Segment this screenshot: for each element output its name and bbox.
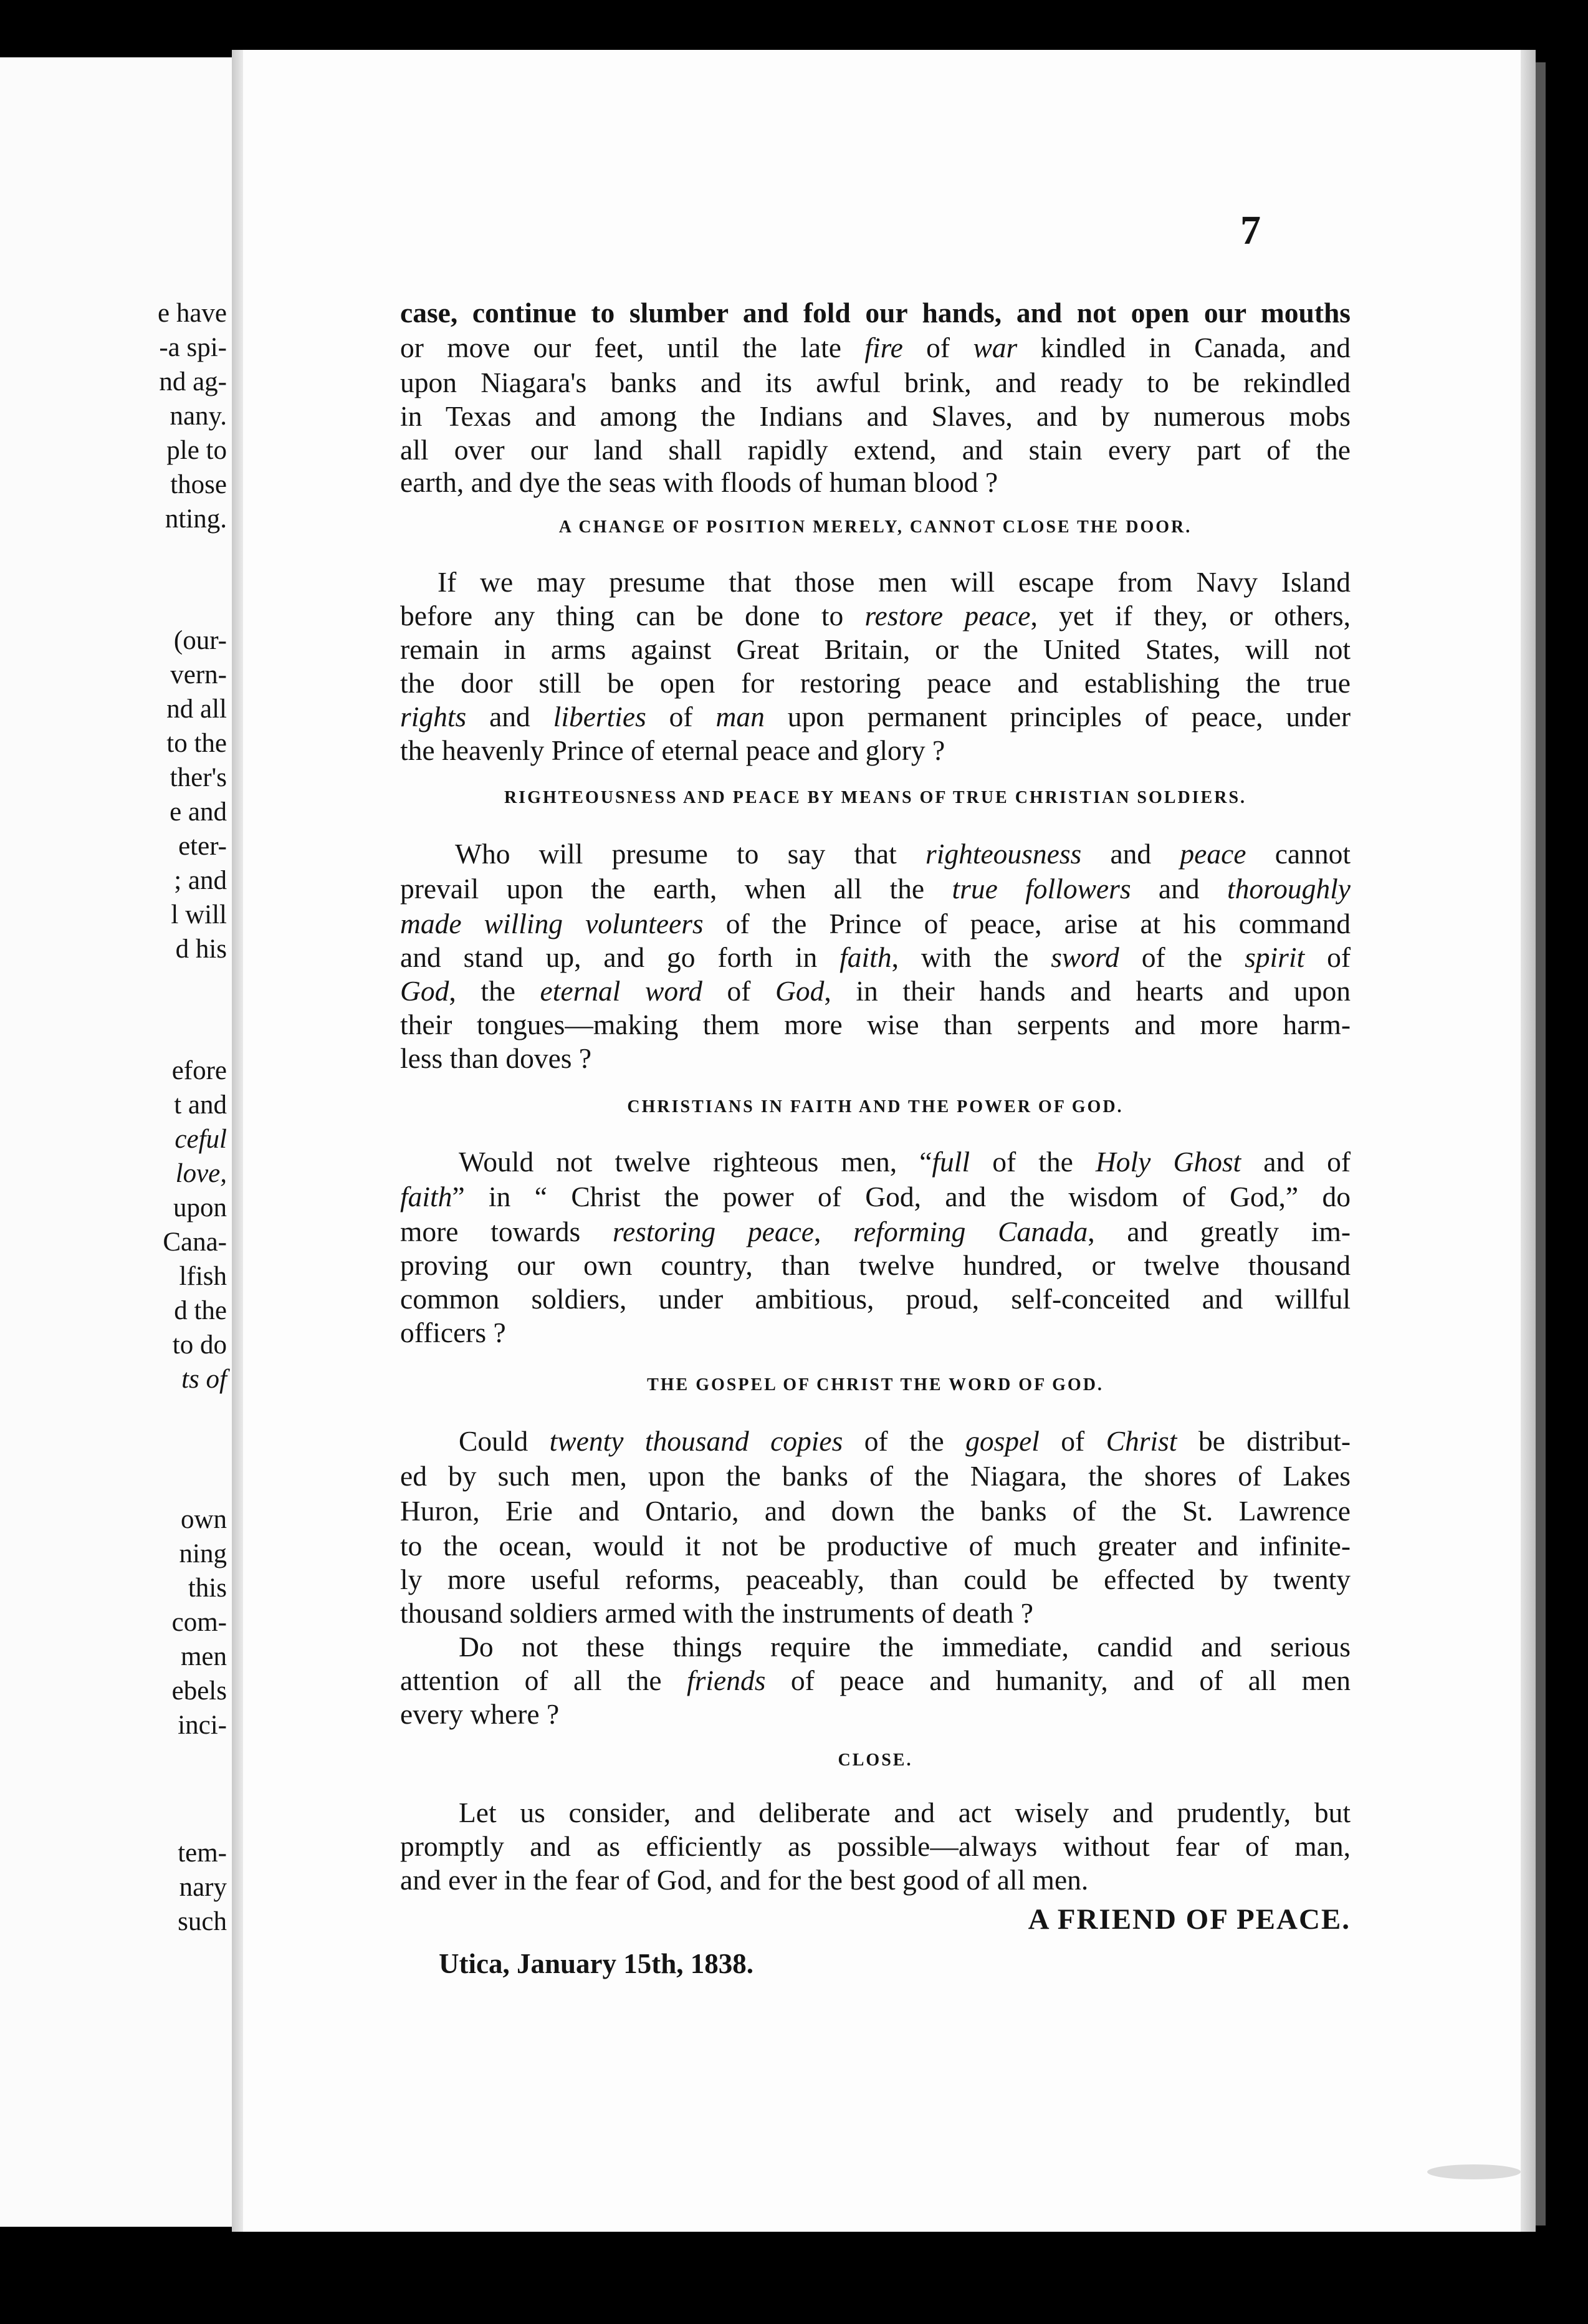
text-line: officers ? [400, 1317, 506, 1348]
facing-page-fragment: such [178, 1907, 227, 1936]
text-line: Would not twelve righteous men, “full of the Holy Ghost and of [459, 1146, 1351, 1178]
facing-page-fragment: d the [174, 1296, 227, 1325]
facing-page-fragment: tem- [178, 1838, 227, 1868]
text-line: earth, and dye the seas with floods of human blood ? [400, 466, 998, 498]
text-line: made willing volunteers of the Prince of peace, arise at his command [400, 908, 1351, 939]
facing-page-fragment: nting. [165, 504, 227, 534]
facing-page-fragment: ple to [166, 436, 227, 465]
facing-page-fragment: ning [179, 1539, 227, 1568]
facing-page-fragment: l will [171, 900, 227, 929]
text-line: ly more useful reforms, peaceably, than could be effected by twenty [400, 1563, 1351, 1595]
page-shadow [1536, 62, 1546, 2226]
text-line: in Texas and among the Indians and Slaves, and by numerous mobs [400, 400, 1351, 432]
text-line: proving our own country, than twelve hundred, or twelve thousand [400, 1249, 1351, 1281]
text-line: Do not these things require the immediate, candid and serious [459, 1631, 1351, 1663]
facing-page-fragment: nary [179, 1873, 227, 1902]
page-number: 7 [1240, 208, 1261, 253]
facing-page-fragment: upon [173, 1193, 227, 1222]
facing-page-fragment: e have [157, 299, 227, 328]
section-heading: CLOSE. [838, 1750, 913, 1770]
text-line: the heavenly Prince of eternal peace and glory ? [400, 734, 945, 766]
section-heading: RIGHTEOUSNESS AND PEACE BY MEANS OF TRUE CHRISTIAN SOLDIERS. [504, 788, 1247, 807]
text-line: to the ocean, would it not be productive of much greater and infinite- [400, 1530, 1351, 1562]
text-line: If we may presume that those men will escape from Navy Island [438, 566, 1351, 598]
section-heading: CHRISTIANS IN FAITH AND THE POWER OF GOD. [627, 1097, 1124, 1116]
text-line: promptly and as efficiently as possible—always without fear of man, [400, 1830, 1351, 1862]
text-line: before any thing can be done to restore peace, yet if they, or others, [400, 600, 1351, 631]
text-line: attention of all the friends of peace and humanity, and of all men [400, 1664, 1351, 1696]
text-line: common soldiers, under ambitious, proud, self-conceited and willful [400, 1283, 1351, 1315]
facing-page-fragment: ; and [174, 866, 227, 895]
text-line: and ever in the fear of God, and for the best good of all men. [400, 1864, 1089, 1896]
facing-page-fragment: nd all [166, 694, 227, 724]
text-line: upon Niagara's banks and its awful brink, and ready to be rekindled [400, 367, 1351, 398]
page-edge [1521, 50, 1536, 2232]
section-heading: A CHANGE OF POSITION MERELY, CANNOT CLOSE THE DOOR. [558, 517, 1192, 537]
signature: A FRIEND OF PEACE. [1028, 1903, 1351, 1936]
text-line: faith” in “ Christ the power of God, and the wisdom of God,” do [400, 1181, 1351, 1212]
facing-page-fragment: nd ag- [159, 367, 227, 396]
text-line: all over our land shall rapidly extend, and stain every part of the [400, 434, 1351, 466]
text-line: or move our feet, until the late fire of war kindled in Canada, and [400, 332, 1351, 363]
section-heading: THE GOSPEL OF CHRIST THE WORD OF GOD. [647, 1375, 1104, 1395]
text-line: less than doves ? [400, 1042, 592, 1074]
facing-page-fragment: vern- [170, 660, 227, 689]
facing-page-fragment: ebels [171, 1676, 227, 1706]
facing-page-fragment: lfish [179, 1262, 227, 1291]
dateline: Utica, January 15th, 1838. [439, 1948, 753, 1979]
text-line: case, continue to slumber and fold our hands, and not open our mouths [400, 297, 1351, 329]
facing-page-fragment: love, [175, 1159, 227, 1188]
text-line: Could twenty thousand copies of the gospel of Christ be distribut- [459, 1425, 1351, 1457]
text-line: and stand up, and go forth in faith, with the sword of the spirit of [400, 941, 1351, 973]
facing-page-fragment: (our- [173, 626, 227, 655]
facing-page-fragment: nany. [170, 401, 227, 431]
ink-smudge [1427, 2164, 1521, 2179]
facing-page-fragment: eter- [178, 832, 227, 861]
facing-page-fragment: e and [170, 797, 227, 827]
text-line: God, the eternal word of God, in their hands and hearts and upon [400, 975, 1351, 1007]
facing-page-fragment: d his [175, 934, 227, 964]
text-line: their tongues—making them more wise than serpents and more harm- [400, 1009, 1351, 1040]
facing-page-fragment: inci- [178, 1711, 227, 1740]
text-line: Let us consider, and deliberate and act wisely and prudently, but [459, 1797, 1351, 1828]
text-line: every where ? [400, 1698, 560, 1730]
facing-page-fragment: ts of [181, 1365, 227, 1394]
book-gutter [232, 50, 243, 2232]
text-line: remain in arms against Great Britain, or the United States, will not [400, 633, 1351, 665]
facing-page-fragment: t and [174, 1090, 227, 1120]
facing-page-fragment: men [180, 1642, 227, 1671]
facing-page [0, 57, 232, 2227]
text-line: thousand soldiers armed with the instruments of death ? [400, 1597, 1033, 1629]
facing-page-fragment: own [180, 1505, 227, 1534]
facing-page-fragment: com- [171, 1608, 227, 1637]
facing-page-fragment: efore [171, 1056, 227, 1085]
facing-page-fragment: ceful [175, 1125, 227, 1154]
facing-page-fragment: this [188, 1573, 227, 1603]
text-line: Huron, Erie and Ontario, and down the banks of the St. Lawrence [400, 1495, 1351, 1527]
facing-page-fragment: to do [172, 1330, 227, 1360]
text-line: the door still be open for restoring peace and establishing the true [400, 667, 1351, 699]
text-line: Who will presume to say that righteousness and peace cannot [455, 838, 1351, 870]
text-line: more towards restoring peace, reforming Canada, and greatly im- [400, 1216, 1351, 1247]
facing-page-fragment: to the [166, 729, 227, 758]
facing-page-fragment: those [170, 470, 227, 499]
facing-page-fragment: Cana- [163, 1227, 227, 1257]
facing-page-fragment: ther's [170, 763, 227, 792]
text-line: prevail upon the earth, when all the true followers and thoroughly [400, 873, 1351, 905]
facing-page-fragment: -a spi- [159, 333, 227, 362]
text-line: rights and liberties of man upon permanent principles of peace, under [400, 701, 1351, 732]
text-line: ed by such men, upon the banks of the Niagara, the shores of Lakes [400, 1460, 1351, 1492]
